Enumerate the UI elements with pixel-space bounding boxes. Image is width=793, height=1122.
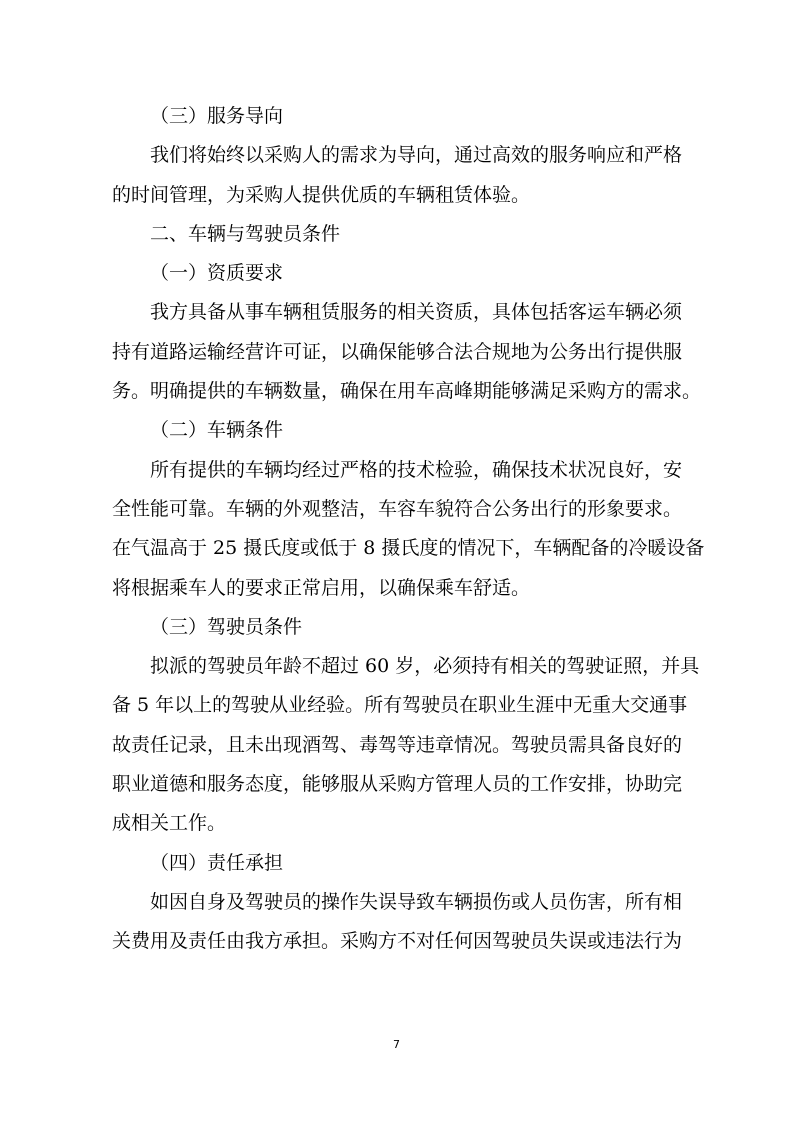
heading-text: （二）车辆条件 xyxy=(150,419,284,442)
document-body xyxy=(112,97,705,962)
paragraph-line: 拟派的驾驶员年龄不超过 60 岁，必须持有相关的驾驶证照，并具 xyxy=(150,655,700,678)
paragraph-line: 务。明确提供的车辆数量，确保在用车高峰期能够满足采购方的需求。 xyxy=(112,380,702,403)
heading-text: （三）服务导向 xyxy=(150,105,284,127)
heading-text: 二、车辆与驾驶员条件 xyxy=(150,222,341,245)
section-heading xyxy=(112,608,678,647)
section-heading xyxy=(112,215,678,254)
paragraph-line: 持有道路运输经营许可证，以确保能够合法合规地为公务出行提供服 xyxy=(112,340,683,363)
heading-text: （三）驾驶员条件 xyxy=(150,615,303,638)
paragraph xyxy=(112,136,683,215)
paragraph xyxy=(112,883,683,962)
paragraph-line: 如因自身及驾驶员的操作失误导致车辆损伤或人员伤害，所有相 xyxy=(150,890,683,913)
paragraph-line: 备 5 年以上的驾驶从业经验。所有驾驶员在职业生涯中无重大交通事 xyxy=(112,694,688,717)
page-number: 7 xyxy=(393,1038,400,1051)
heading-text: （四）责任承担 xyxy=(150,851,284,874)
section-heading xyxy=(112,844,678,883)
paragraph-line: 故责任记录，且未出现酒驾、毒驾等违章情况。驾驶员需具备良好的 xyxy=(112,733,683,756)
paragraph-line: 全性能可靠。车辆的外观整洁，车容车貌符合公务出行的形象要求。 xyxy=(112,497,683,520)
paragraph-line: 关费用及责任由我方承担。采购方不对任何因驾驶员失误或违法行为 xyxy=(112,930,683,953)
paragraph-line: 的时间管理，为采购人提供优质的车辆租赁体验。 xyxy=(112,183,531,206)
paragraph-line: 职业道德和服务态度，能够服从采购方管理人员的工作安排，协助完 xyxy=(112,773,683,796)
paragraph-line: 成相关工作。 xyxy=(112,812,227,835)
paragraph-line: 我们将始终以采购人的需求为导向，通过高效的服务响应和严格 xyxy=(150,144,683,167)
paragraph-line: 在气温高于 25 摄氏度或低于 8 摄氏度的情况下，车辆配备的冷暖设备 xyxy=(112,537,705,560)
paragraph xyxy=(112,293,702,411)
paragraph-line: 将根据乘车人的要求正常启用，以确保乘车舒适。 xyxy=(112,576,531,599)
section-heading xyxy=(112,411,678,450)
paragraph-line: 所有提供的车辆均经过严格的技术检验，确保技术状况良好，安 xyxy=(150,458,683,481)
section-heading xyxy=(112,97,678,136)
paragraph xyxy=(112,647,700,843)
paragraph-line: 我方具备从事车辆租赁服务的相关资质，具体包括客运车辆必须 xyxy=(150,301,683,324)
heading-text: （一）资质要求 xyxy=(150,262,284,285)
paragraph xyxy=(112,451,705,608)
section-heading xyxy=(112,254,678,293)
